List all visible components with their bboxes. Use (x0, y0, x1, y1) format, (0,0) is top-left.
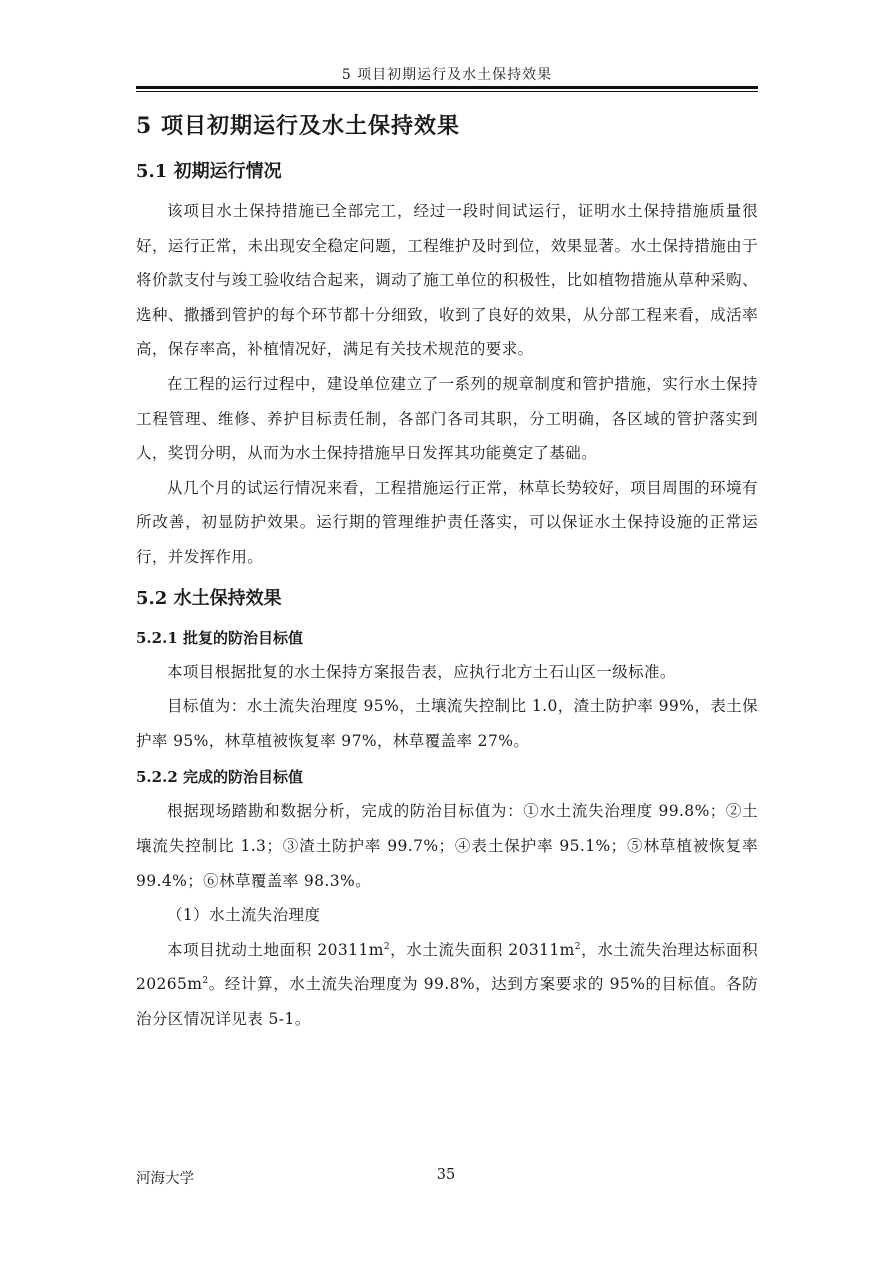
header-rule-thick (136, 86, 758, 89)
section-5-1-paragraph-2: 在工程的运行过程中，建设单位建立了一系列的规章制度和管护措施，实行水土保持工程管理、维修、养护目标责任制，各部门各司其职，分工明确，各区域的管护落实到人，奖罚分明，从而为水土保持措施早日发挥其功能奠定了基础。 (136, 374, 758, 463)
section-5-2-2-title: 5.2.2 完成的防治目标值 (136, 768, 303, 787)
superscript-2: 2 (574, 941, 581, 952)
section-5-2-2-paragraph-2 (136, 933, 758, 1037)
area-text-4: 。经计算，水土流失治理度为 99.8%，达到方案要求的 95%的目标值。各防治分区情况详见表 5-1。 (136, 975, 758, 1028)
footer-institution: 河海大学 (136, 1171, 194, 1187)
section-5-1-title: 5.1 初期运行情况 (136, 161, 282, 182)
list-item-erosion-control-degree: （1）水土流失治理度 (167, 906, 321, 925)
area-text-2: ，水土流失面积 20311m (389, 940, 575, 959)
section-5-2-1-paragraph-1: 本项目根据批复的水土保持方案报告表，应执行北方土石山区一级标准。 (167, 662, 676, 681)
running-header: 5 项目初期运行及水土保持效果 (341, 67, 553, 83)
superscript-2: 2 (202, 976, 209, 987)
area-text-3: ，水土流失治理达标面积 20265m (136, 940, 758, 994)
superscript-2: 2 (383, 941, 390, 952)
section-5-1-paragraph-1: 该项目水土保持措施已全部完工，经过一段时间试运行，证明水土保持措施质量很好，运行正常，未出现安全稳定问题，工程维护及时到位，效果显著。水土保持措施由于将价款支付与竣工验收结合起来，调动了施工单位的积极性，比如植物措施从草种采购、选种、撒播到管护的每个环节都十分细致，收到了良好的效果，从分部工程来看，成活率高，保存率高，补植情况好，满足有关技术规范的要求。 (136, 202, 758, 359)
page-body (136, 104, 758, 1036)
chapter-title: 5 项目初期运行及水土保持效果 (136, 113, 460, 139)
section-5-2-1-title: 5.2.1 批复的防治目标值 (136, 628, 303, 647)
section-5-2-1-paragraph-2: 目标值为：水土流失治理度 95%，土壤流失控制比 1.0，渣土防护率 99%，表土保护率 95%，林草植被恢复率 97%，林草覆盖率 27%。 (136, 697, 758, 750)
area-text-1: 本项目扰动土地面积 20311m (167, 940, 384, 959)
section-5-1-paragraph-3: 从几个月的试运行情况来看，工程措施运行正常，林草长势较好，项目周围的环境有所改善，初显防护效果。运行期的管理维护责任落实，可以保证水土保持设施的正常运行，并发挥作用。 (136, 478, 758, 566)
section-5-2-2-paragraph-1: 根据现场踏勘和数据分析，完成的防治目标值为：①水土流失治理度 99.8%；②土壤流失控制比 1.3；③渣土防护率 99.7%；④表土保护率 95.1%；⑤林草植被恢复率 99.4%；⑥林草覆盖率 98.3%。 (136, 802, 758, 890)
header-rule-thin (136, 91, 758, 92)
section-5-2-title: 5.2 水土保持效果 (136, 587, 282, 609)
page-number: 35 (436, 1167, 456, 1183)
